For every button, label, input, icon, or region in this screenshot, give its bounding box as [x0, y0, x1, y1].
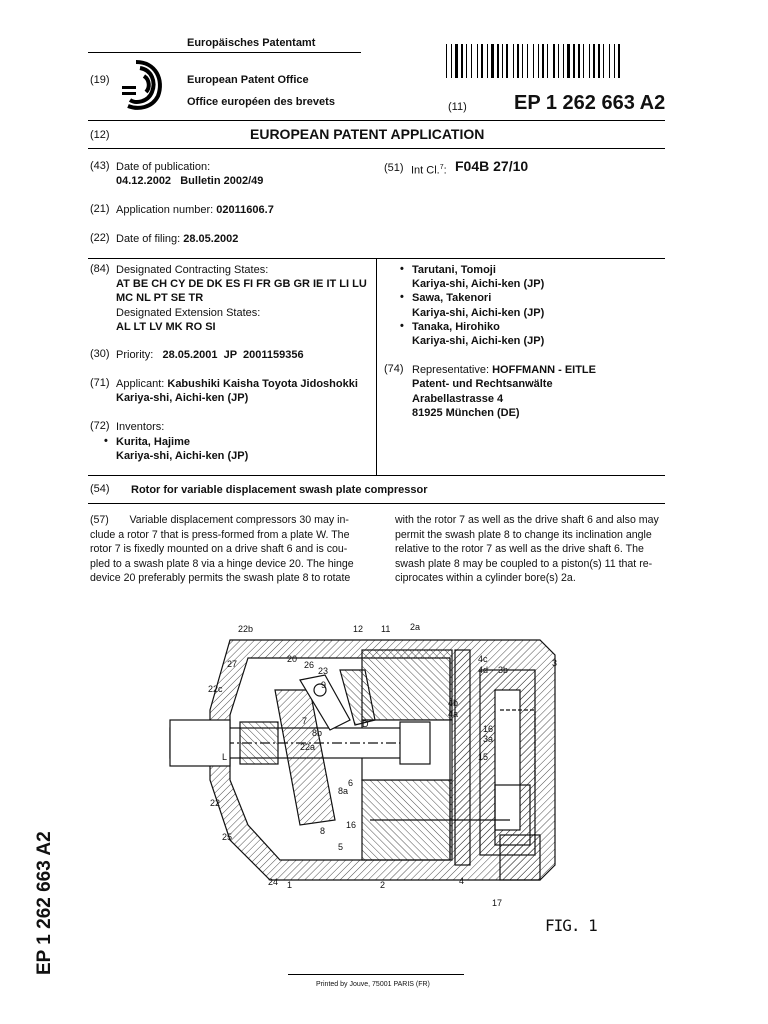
inventor-name: Tanaka, Hirohiko: [412, 321, 500, 333]
barcode-bar: [611, 44, 613, 78]
figure-label: 27: [227, 659, 238, 669]
abstract-line: with the rotor 7 as well as the drive shaft 6 and also may: [395, 514, 659, 526]
figure-label: 3a: [483, 734, 494, 744]
inventor-name: Sawa, Takenori: [412, 292, 492, 304]
barcode-bar: [506, 44, 508, 78]
barcode-bar: [479, 44, 480, 78]
inid-code: (71): [90, 377, 110, 389]
figure-caption: FIG. 1: [545, 916, 597, 935]
figure-label: 3: [552, 658, 558, 668]
int-cl-value: F04B 27/10: [455, 158, 529, 174]
figure-label: 8: [320, 826, 326, 836]
barcode-bar: [585, 44, 588, 78]
barcode-bar: [468, 44, 470, 78]
figure-label: 23: [318, 666, 329, 676]
figure-label: L: [222, 752, 228, 762]
side-publication-number: EP 1 262 663 A2: [34, 831, 55, 975]
abstract-line: relative to the rotor 7 as well as the drive shaft 6. The: [395, 543, 644, 556]
barcode-bar: [513, 44, 514, 78]
abstract-line: swash plate 8 may be coupled to a piston(s) 11 that re-: [395, 557, 653, 570]
abstract-line: pled to a swash plate 8 via a hinge device 20. The hinge: [90, 557, 354, 570]
barcode-bar: [471, 44, 472, 78]
printer-note: Printed by Jouve, 75001 PARIS (FR): [316, 981, 430, 988]
office-name-en: European Patent Office: [187, 74, 309, 86]
inid-code: (19): [90, 74, 110, 86]
inventor-address: Kariya-shi, Aichi-ken (JP): [116, 450, 249, 462]
inid-code: (21): [90, 203, 110, 215]
epo-logo-icon: [122, 56, 166, 112]
bullet: •: [400, 291, 404, 303]
barcode-bar: [500, 44, 501, 78]
figure-label: 22: [210, 798, 221, 808]
inid-code: (54): [90, 483, 110, 495]
figure-label: 17: [492, 898, 503, 908]
publication-date-value: 04.12.2002 Bulletin 2002/49: [116, 175, 264, 187]
inventor-address: Kariya-shi, Aichi-ken (JP): [412, 278, 545, 290]
inventor-address: Kariya-shi, Aichi-ken (JP): [412, 335, 545, 347]
barcode-bar: [571, 44, 572, 78]
filing-date: Date of filing: 28.05.2002: [116, 233, 239, 245]
barcode-bar: [502, 44, 503, 78]
barcode-bar: [451, 44, 452, 78]
figure-label: 26: [304, 660, 315, 670]
applicant: Applicant: Kabushiki Kaisha Toyota Jidoshokki: [116, 378, 358, 390]
barcode-bar: [593, 44, 595, 78]
barcode-bar: [535, 44, 537, 78]
bullet: •: [400, 263, 404, 275]
barcode-bar: [603, 44, 604, 78]
abstract-line: ciprocates within a cylinder bore(s) 2a.: [395, 572, 576, 585]
inid-code: (74): [384, 363, 404, 375]
invention-title: Rotor for variable displacement swash plate compressor: [131, 484, 428, 496]
figure-label: 3b: [498, 665, 509, 675]
barcode-bar: [504, 44, 505, 78]
figure-label: 11: [381, 624, 391, 634]
barcode-bar: [524, 44, 526, 78]
barcode-bar: [495, 44, 496, 78]
representative-line: Patent- und Rechtsanwälte: [412, 378, 553, 390]
barcode-bar: [489, 44, 490, 78]
figure-label: 25: [222, 832, 233, 842]
barcode-bar: [583, 44, 584, 78]
figure-label: 22a: [300, 742, 316, 752]
barcode-bar: [520, 44, 521, 78]
biblio-rule-top: [88, 148, 665, 149]
inid-code: (43): [90, 160, 110, 172]
barcode-bar: [509, 44, 512, 78]
columns-rule-bottom: [88, 475, 665, 476]
barcode-bar: [616, 44, 617, 78]
barcode-bar: [515, 44, 516, 78]
barcode-bar: [477, 44, 478, 78]
barcode-bar: [473, 44, 476, 78]
compressor-drawing: [170, 640, 558, 880]
barcode-bar: [540, 44, 541, 78]
barcode-bar: [487, 44, 488, 78]
inid-code: (22): [90, 232, 110, 244]
barcode-bar: [563, 44, 564, 78]
abstract-line: permit the swash plate 8 to change its inclination angle: [395, 528, 652, 541]
barcode-bar: [481, 44, 483, 78]
barcode-bar: [453, 44, 454, 78]
figure-label: 22b: [238, 624, 254, 634]
barcode-bar: [464, 44, 465, 78]
barcode-bar: [558, 44, 559, 78]
figure-label: 16: [346, 820, 357, 830]
inid-code: (30): [90, 348, 110, 360]
bullet: •: [400, 320, 404, 332]
barcode-bar: [466, 44, 467, 78]
inid-code: (72): [90, 420, 110, 432]
barcode-bar: [446, 44, 447, 78]
publication-number: EP 1 262 663 A2: [514, 92, 666, 114]
figure-label: 4: [459, 876, 465, 886]
designated-states-label: Designated Contracting States:: [116, 264, 269, 276]
barcode-bar: [618, 44, 620, 78]
barcode-bar: [529, 44, 532, 78]
barcode-bar: [545, 44, 546, 78]
abstract-line: rotor 7 is fixedly mounted on a drive shaft 6 and is cou-: [90, 543, 348, 556]
barcode-bar: [459, 44, 460, 78]
barcode-bar: [533, 44, 534, 78]
abstract-line: device 20 preferably permits the swash plate 8 to rotate: [90, 572, 351, 585]
figure-label: 8b: [312, 728, 323, 738]
figure-label: 2: [380, 880, 386, 890]
barcode-bar: [538, 44, 539, 78]
barcode-bar: [491, 44, 494, 78]
figure-label: 1: [287, 880, 293, 890]
applicant-address: Kariya-shi, Aichi-ken (JP): [116, 392, 249, 404]
int-cl-label: Int Cl.$^7$:: [411, 164, 447, 177]
barcode-bar: [448, 44, 450, 78]
barcode-bar: [522, 44, 523, 78]
barcode-bar: [578, 44, 580, 78]
abstract-line: Variable displacement compressors 30 may in-: [129, 514, 349, 526]
barcode-bar: [601, 44, 602, 78]
figure-label: 24: [268, 877, 279, 887]
designated-states-line: MC NL PT SE TR: [116, 292, 204, 304]
barcode-bar: [484, 44, 486, 78]
barcode-bar: [614, 44, 615, 78]
inventor-name: Tarutani, Tomoji: [412, 264, 496, 276]
figure-label: 7: [302, 716, 308, 726]
figure-label: 4b: [448, 698, 459, 708]
barcode-bar: [556, 44, 557, 78]
barcode-bar: [589, 44, 590, 78]
application-number: Application number: 02011606.7: [116, 204, 274, 216]
inventors-label: Inventors:: [116, 421, 165, 433]
figure-label: 5: [338, 842, 344, 852]
figure-label: 15: [478, 752, 489, 762]
figure-label: 8a: [338, 786, 349, 796]
designated-states-line: AT BE CH CY DE DK ES FI FR GB GR IE IT LI LU: [116, 278, 367, 290]
barcode: [446, 44, 666, 78]
barcode-bar: [549, 44, 552, 78]
footer-rule: [288, 974, 464, 975]
extension-states-label: Designated Extension States:: [116, 307, 261, 319]
inventor-address: Kariya-shi, Aichi-ken (JP): [412, 307, 545, 319]
figure-label: 16: [483, 724, 494, 734]
barcode-bar: [560, 44, 562, 78]
column-divider: [376, 258, 377, 475]
figure-label: 4c: [478, 654, 488, 664]
inid-code: (11): [448, 101, 467, 113]
barcode-bar: [621, 44, 622, 78]
barcode-bar: [591, 44, 592, 78]
barcode-bar: [527, 44, 528, 78]
inventor-name: Kurita, Hajime: [116, 436, 190, 448]
inid-code: (84): [90, 263, 110, 275]
barcode-bar: [547, 44, 548, 78]
barcode-bar: [581, 44, 582, 78]
barcode-bar: [598, 44, 600, 78]
barcode-bar: [565, 44, 566, 78]
figure-label: 12: [353, 624, 364, 634]
barcode-bar: [567, 44, 570, 78]
barcode-bar: [542, 44, 544, 78]
barcode-bar: [573, 44, 575, 78]
barcode-bar: [553, 44, 555, 78]
figure-label: 6: [348, 778, 354, 788]
title-rule: [88, 503, 665, 504]
abstract-left: [90, 513, 358, 586]
header-rule-bottom: [88, 120, 665, 121]
office-name-de: Europäisches Patentamt: [187, 37, 316, 49]
header-rule-top: [88, 52, 361, 53]
inid-code: (12): [90, 129, 110, 141]
barcode-bar: [497, 44, 499, 78]
office-name-fr: Office européen des brevets: [187, 96, 335, 108]
barcode-bar: [455, 44, 458, 78]
barcode-bar: [596, 44, 597, 78]
representative-line: 81925 München (DE): [412, 407, 520, 419]
barcode-bar: [461, 44, 463, 78]
publication-date-label: Date of publication:: [116, 161, 211, 173]
figure-label: 20: [287, 654, 298, 664]
patent-figure: [150, 610, 590, 940]
barcode-bar: [517, 44, 519, 78]
figure-label: 9: [321, 680, 327, 690]
barcode-bar: [605, 44, 608, 78]
document-type: EUROPEAN PATENT APPLICATION: [250, 126, 485, 142]
figure-label: 2a: [410, 622, 421, 632]
representative-line: Arabellastrasse 4: [412, 393, 504, 405]
abstract-right: [395, 513, 665, 586]
representative: Representative: HOFFMANN - EITLE: [412, 364, 596, 376]
figure-label: D: [362, 719, 369, 729]
figure-label: 4d: [478, 665, 489, 675]
figure-label: 4a: [448, 709, 459, 719]
barcode-bar: [609, 44, 610, 78]
priority: Priority: 28.05.2001 JP 2001159356: [116, 349, 304, 361]
inid-code: (51): [384, 162, 404, 174]
extension-states-value: AL LT LV MK RO SI: [116, 321, 216, 333]
barcode-bar: [576, 44, 577, 78]
abstract-line: clude a rotor 7 that is press-formed from a plate W. The: [90, 528, 350, 541]
bullet: •: [104, 435, 108, 447]
figure-label: 22c: [208, 684, 223, 694]
inid-code: (57): [90, 514, 109, 526]
